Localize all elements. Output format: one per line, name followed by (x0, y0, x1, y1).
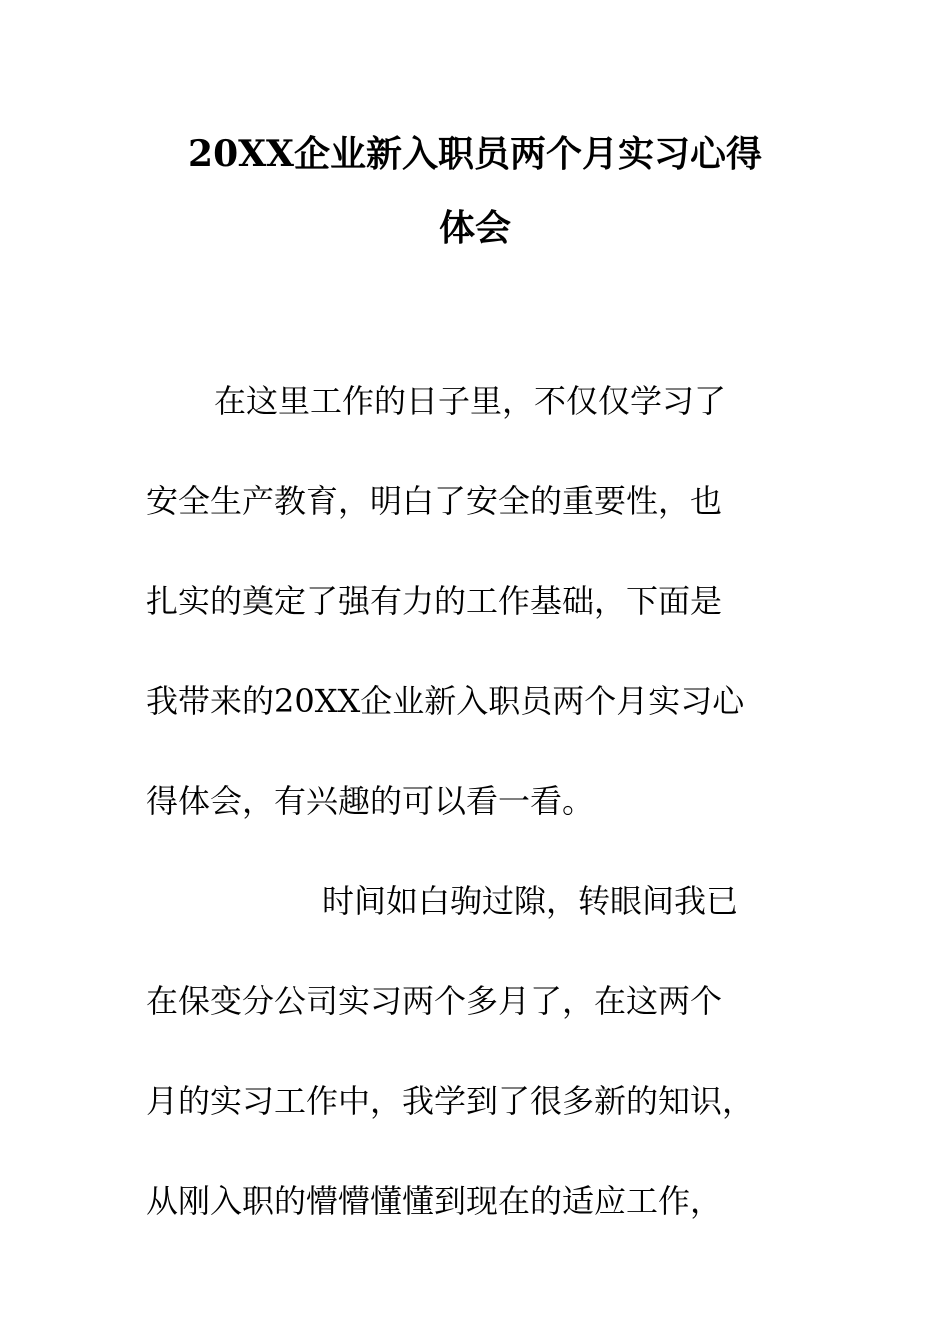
paragraph-line: 时间如白驹过隙，转眼间我已 (322, 882, 739, 920)
paragraph-line: 我带来的20XX企业新入职员两个月实习心 (146, 682, 745, 720)
document-title-line-1: 20XX企业新入职员两个月实习心得 (188, 133, 762, 175)
paragraph-line: 安全生产教育，明白了安全的重要性，也 (146, 482, 723, 520)
document-title-line-2: 体会 (438, 207, 511, 249)
paragraph-line: 扎实的奠定了强有力的工作基础，下面是 (146, 582, 723, 620)
paragraph-line: 得体会，有兴趣的可以看一看。 (146, 782, 595, 820)
paragraph-line: 从刚入职的懵懵懂懂到现在的适应工作， (146, 1182, 723, 1220)
paragraph-line: 在这里工作的日子里，不仅仅学习了 (214, 382, 727, 420)
paragraph-line: 在保变分公司实习两个多月了，在这两个 (146, 982, 723, 1020)
paragraph-line: 月的实习工作中，我学到了很多新的知识， (146, 1082, 755, 1120)
